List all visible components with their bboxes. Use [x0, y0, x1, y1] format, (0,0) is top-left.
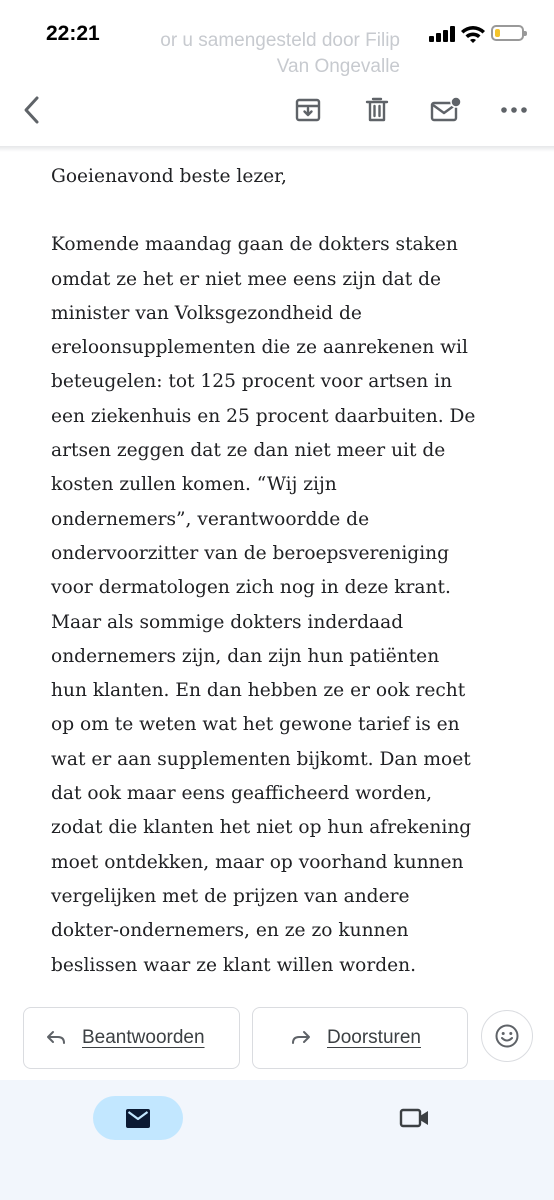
body-text-line: dat ook maar eens geafficheerd worden, — [51, 783, 433, 805]
body-text-line: een ziekenhuis en 25 procent daarbuiten. De — [51, 405, 476, 427]
email-body — [51, 160, 521, 983]
body-text-line: ondervoorzitter van de beroepsvereniging — [51, 542, 450, 564]
archive-button[interactable] — [288, 90, 328, 130]
more-options-button[interactable] — [494, 90, 534, 130]
mark-unread-button[interactable] — [425, 90, 465, 130]
battery-level-fill — [495, 29, 500, 37]
body-text-line: hun klanten. En dan hebben ze er ook recht — [51, 680, 466, 702]
forward-arrow-icon — [291, 1030, 311, 1046]
body-text-line: ondernemers”, verantwoordde de — [51, 508, 370, 530]
trash-icon — [364, 96, 390, 124]
forward-label: Doorsturen — [327, 1027, 421, 1048]
mail-toolbar — [0, 70, 554, 148]
delete-button[interactable] — [357, 90, 397, 130]
mail-unread-icon — [429, 96, 461, 124]
emoji-smile-icon — [494, 1023, 520, 1049]
battery-icon — [491, 25, 524, 41]
body-text-line: ondernemers zijn, dan zijn hun patiënten — [51, 645, 440, 667]
emoji-reaction-button[interactable] — [481, 1010, 533, 1062]
forward-button[interactable] — [252, 1007, 468, 1069]
mail-icon — [126, 1109, 150, 1128]
body-text-line: vergelijken met de prijzen van andere — [51, 885, 410, 907]
body-text-line: artsen zeggen dat ze dan niet meer uit de — [51, 440, 446, 462]
faded-header-line-2: Van Ongevalle — [276, 56, 400, 77]
back-arrow-icon — [21, 95, 43, 125]
body-text-line: op om te weten wat het gewone tarief is en — [51, 714, 460, 736]
body-text-line: wat er aan supplementen bijkomt. Dan moet — [51, 748, 471, 770]
body-text-line: dokter-ondernemers, en ze zo kunnen — [51, 920, 409, 942]
body-text-line: moet ontdekken, maar op voorhand kunnen — [51, 851, 464, 873]
body-text-line: Maar als sommige dokters inderdaad — [51, 611, 404, 633]
toolbar-divider — [0, 146, 554, 152]
wifi-icon — [460, 24, 486, 44]
reply-arrow-icon — [46, 1030, 66, 1046]
nav-mail-tab[interactable] — [93, 1096, 183, 1140]
cellular-signal-icon — [429, 26, 457, 42]
body-text-line: zodat die klanten het niet op hun afrekening — [51, 817, 472, 839]
body-text-line: beteugelen: tot 125 procent voor artsen in — [51, 371, 453, 393]
body-text-line: omdat ze het er niet mee eens zijn dat de — [51, 268, 442, 290]
video-camera-icon — [399, 1107, 431, 1129]
back-button[interactable] — [12, 90, 52, 130]
nav-meet-tab[interactable] — [395, 1102, 435, 1134]
body-text-line: voor dermatologen zich nog in deze krant. — [51, 577, 451, 599]
body-text-line: minister van Volksgezondheid de — [51, 302, 362, 324]
faded-header-line-1: or u samengesteld door Filip — [160, 30, 400, 51]
reply-button[interactable] — [23, 1007, 240, 1069]
bottom-navigation — [0, 1080, 554, 1200]
status-time: 22:21 — [46, 22, 100, 45]
body-paragraph — [51, 228, 521, 983]
more-horizontal-icon — [501, 106, 527, 114]
status-bar — [0, 0, 554, 77]
greeting-text: Goeienavond beste lezer, — [51, 166, 287, 187]
body-text-line: ereloonsupplementen die ze aanrekenen wil — [51, 337, 468, 359]
body-text-line: beslissen waar ze klant willen worden. — [51, 954, 417, 976]
archive-icon — [294, 96, 322, 124]
body-text-line: kosten zullen komen. “Wij zijn — [51, 474, 337, 496]
reply-label: Beantwoorden — [82, 1027, 205, 1048]
body-text-line: Komende maandag gaan de dokters staken — [51, 234, 458, 256]
